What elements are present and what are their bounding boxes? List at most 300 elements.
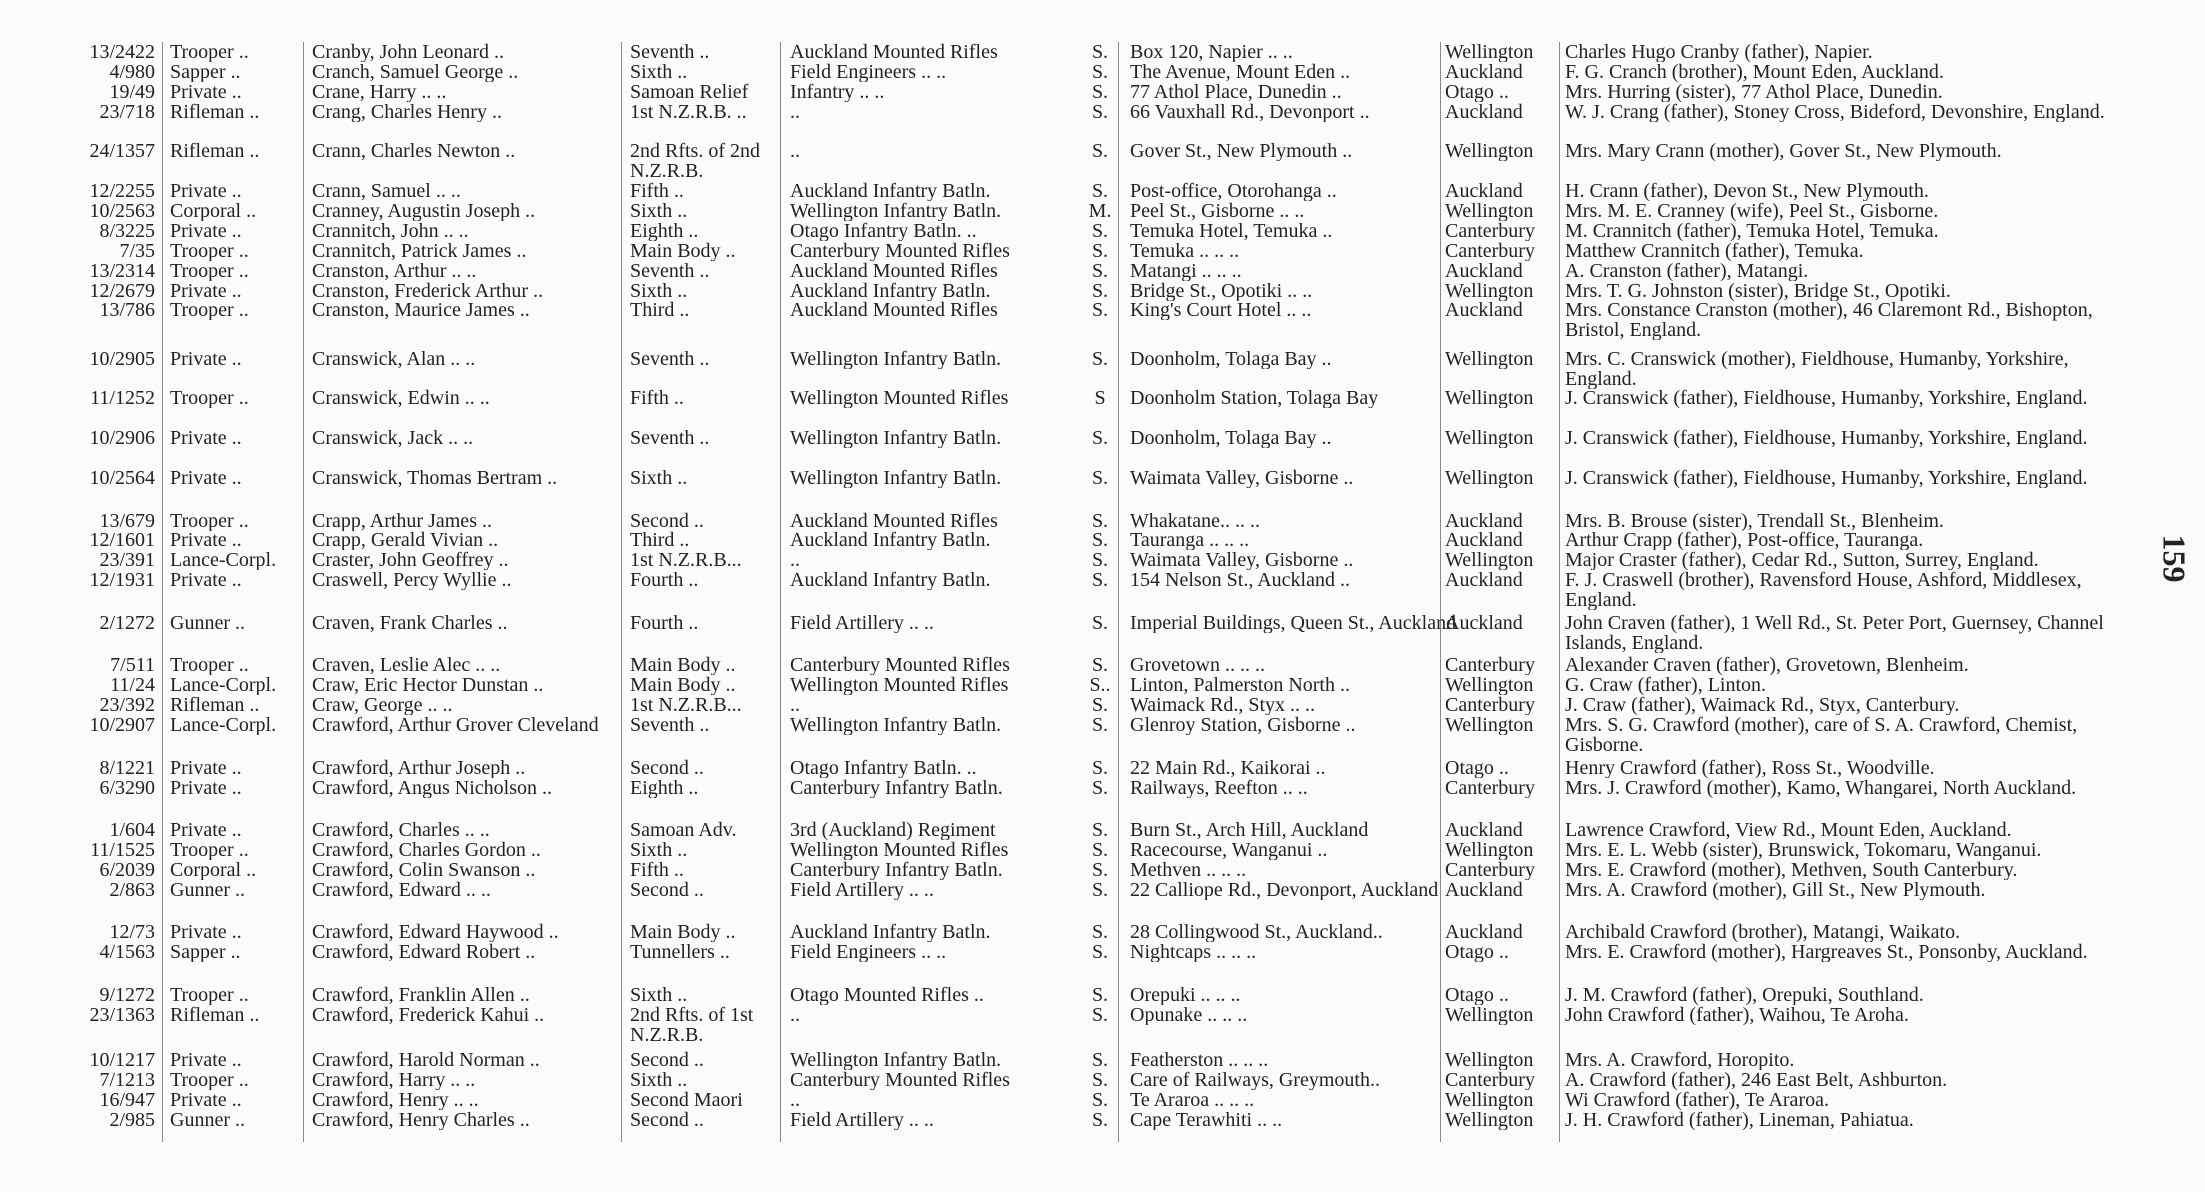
district-cell: Canterbury: [1445, 777, 1535, 798]
last-address-cell: 66 Vauxhall Rd., Devonport ..: [1130, 101, 1370, 122]
unit-cell: Wellington Infantry Batln.: [790, 1050, 1002, 1071]
soldier-name-cell: Crann, Charles Newton ..: [312, 141, 516, 162]
unit-cell: Canterbury Mounted Rifles: [790, 1070, 1010, 1091]
next-of-kin-cell: J. Cranswick (father), Fieldhouse, Humanby, Yorkshire, England.: [1565, 388, 2088, 409]
last-address-cell: Opunake .. .. ..: [1130, 1004, 1248, 1025]
unit-cell: 3rd (Auckland) Regiment: [790, 820, 996, 841]
marital-status-cell: S.: [1091, 280, 1109, 301]
last-address-cell: 22 Calliope Rd., Devonport, Auckland: [1130, 879, 1439, 900]
soldier-name-cell: Cranch, Samuel George ..: [312, 61, 519, 82]
district-cell: Wellington: [1445, 715, 1534, 736]
service-number-cell: 2/1272: [99, 612, 155, 633]
last-address-cell: Care of Railways, Greymouth..: [1130, 1070, 1380, 1091]
soldier-name-cell: Cranswick, Edwin .. ..: [312, 388, 490, 409]
soldier-name-cell: Crane, Harry .. ..: [312, 81, 447, 102]
next-of-kin-cell: Mrs. E. Crawford (mother), Hargreaves St., Ponsonby, Auckland.: [1565, 942, 2088, 963]
next-of-kin-cell: Major Craster (father), Cedar Rd., Sutton, Surrey, England.: [1565, 550, 2039, 571]
draft-cell: Third ..: [630, 530, 690, 551]
district-cell: Auckland: [1445, 510, 1523, 531]
unit-cell: Field Engineers .. ..: [790, 942, 947, 963]
rank-cell: Private ..: [170, 181, 242, 202]
marital-status-cell: S.: [1091, 240, 1109, 261]
rank-cell: Trooper ..: [170, 42, 249, 62]
marital-status-cell: S.: [1091, 777, 1109, 798]
next-of-kin-cell: J. Cranswick (father), Fieldhouse, Humanby, Yorkshire, England.: [1565, 428, 2088, 449]
district-cell: Canterbury: [1445, 655, 1535, 676]
draft-cell: Seventh ..: [630, 348, 710, 369]
rank-cell: Private ..: [170, 220, 242, 241]
soldier-name-cell: Crawford, Charles Gordon ..: [312, 840, 541, 861]
last-address-cell: Doonholm, Tolaga Bay ..: [1130, 428, 1332, 449]
unit-cell: Wellington Mounted Rifles: [790, 840, 1009, 861]
marital-status-cell: S.: [1091, 42, 1109, 62]
draft-cell: Eighth ..: [630, 220, 699, 241]
marital-status-cell: S.: [1091, 984, 1109, 1005]
soldier-name-cell: Craw, Eric Hector Dunstan ..: [312, 675, 544, 696]
next-of-kin-cell: J. Craw (father), Waimack Rd., Styx, Canterbury.: [1565, 695, 1960, 716]
soldier-name-cell: Craven, Leslie Alec .. ..: [312, 655, 501, 676]
draft-cell: Sixth ..: [630, 840, 688, 861]
rank-cell: Rifleman ..: [170, 101, 260, 122]
rank-cell: Private ..: [170, 81, 242, 102]
rank-cell: Private ..: [170, 1050, 242, 1071]
rank-cell: Private ..: [170, 922, 242, 943]
service-number-cell: 13/786: [99, 300, 155, 321]
soldier-name-cell: Crannitch, John .. ..: [312, 220, 469, 241]
service-number-cell: 12/2679: [89, 280, 155, 301]
draft-cell: 1st N.Z.R.B. ..: [630, 101, 747, 122]
rank-cell: Private ..: [170, 757, 242, 778]
soldier-name-cell: Cranston, Maurice James ..: [312, 300, 530, 321]
next-of-kin-cell: Mrs. S. G. Crawford (mother), care of S. A. Crawford, Chemist, Gisborne.: [1565, 715, 2078, 756]
nominal-roll-table: [40, 42, 2130, 1142]
marital-status-cell: S.: [1091, 141, 1109, 162]
unit-cell: Auckland Infantry Batln.: [790, 922, 991, 943]
unit-cell: ..: [790, 101, 800, 122]
draft-cell: Seventh ..: [630, 260, 710, 281]
service-number-cell: 13/2314: [89, 260, 155, 281]
unit-cell: Canterbury Mounted Rifles: [790, 655, 1010, 676]
soldier-name-cell: Crawford, Edward .. ..: [312, 879, 491, 900]
draft-cell: 1st N.Z.R.B...: [630, 695, 742, 716]
last-address-cell: Featherston .. .. ..: [1130, 1050, 1269, 1071]
soldier-name-cell: Craw, George .. ..: [312, 695, 453, 716]
marital-status-cell: S.: [1091, 922, 1109, 943]
draft-cell: Third ..: [630, 300, 690, 321]
rank-cell: Gunner ..: [170, 612, 245, 633]
next-of-kin-cell: W. J. Crang (father), Stoney Cross, Bideford, Devonshire, England.: [1565, 101, 2105, 122]
marital-status-cell: S.: [1091, 612, 1109, 633]
next-of-kin-cell: Mrs. M. E. Cranney (wife), Peel St., Gisborne.: [1565, 201, 1939, 222]
rank-cell: Trooper ..: [170, 655, 249, 676]
draft-cell: Main Body ..: [630, 655, 736, 676]
district-cell: Auckland: [1445, 181, 1523, 202]
next-of-kin-cell: Wi Crawford (father), Te Araroa.: [1565, 1089, 1829, 1110]
last-address-cell: 154 Nelson St., Auckland ..: [1130, 570, 1350, 591]
rank-cell: Rifleman ..: [170, 141, 260, 162]
draft-cell: Second ..: [630, 1050, 704, 1071]
service-number-cell: 23/718: [99, 101, 155, 122]
draft-cell: Second ..: [630, 1109, 704, 1130]
marital-status-cell: M.: [1088, 201, 1112, 222]
marital-status-cell: S.: [1091, 942, 1109, 963]
service-number-cell: 10/2907: [89, 715, 155, 736]
next-of-kin-cell: Mrs. C. Cranswick (mother), Fieldhouse, Humanby, Yorkshire, England.: [1565, 348, 2069, 389]
rank-cell: Private ..: [170, 1089, 242, 1110]
marital-status-cell: S.: [1091, 1070, 1109, 1091]
marital-status-cell: S.: [1091, 879, 1109, 900]
last-address-cell: Post-office, Otorohanga ..: [1130, 181, 1337, 202]
district-cell: Wellington: [1445, 348, 1534, 369]
next-of-kin-cell: Mrs. Constance Cranston (mother), 46 Claremont Rd., Bishopton, Bristol, England.: [1565, 300, 2093, 341]
unit-cell: Auckland Infantry Batln.: [790, 530, 991, 551]
unit-cell: Field Artillery .. ..: [790, 1109, 934, 1130]
district-cell: Wellington: [1445, 840, 1534, 861]
soldier-name-cell: Crapp, Arthur James ..: [312, 510, 492, 531]
unit-cell: Otago Mounted Rifles ..: [790, 984, 984, 1005]
marital-status-cell: S: [1094, 388, 1106, 409]
service-number-cell: 12/1601: [89, 530, 155, 551]
last-address-cell: Cape Terawhiti .. ..: [1130, 1109, 1283, 1130]
soldier-name-cell: Cranston, Arthur .. ..: [312, 260, 477, 281]
draft-cell: Fourth ..: [630, 612, 699, 633]
unit-cell: Auckland Mounted Rifles: [790, 260, 998, 281]
district-cell: Otago ..: [1445, 984, 1509, 1005]
district-cell: Wellington: [1445, 141, 1534, 162]
unit-cell: Field Artillery .. ..: [790, 879, 934, 900]
soldier-name-cell: Cranby, John Leonard ..: [312, 42, 504, 62]
rank-cell: Private ..: [170, 348, 242, 369]
marital-status-cell: S.: [1091, 510, 1109, 531]
next-of-kin-cell: Mrs. Hurring (sister), 77 Athol Place, Dunedin.: [1565, 81, 1943, 102]
district-cell: Wellington: [1445, 428, 1534, 449]
service-number-cell: 12/73: [109, 922, 155, 943]
next-of-kin-cell: Mrs. E. Crawford (mother), Methven, South Canterbury.: [1565, 859, 2018, 880]
rank-cell: Private ..: [170, 530, 242, 551]
unit-cell: ..: [790, 1004, 800, 1025]
next-of-kin-cell: Lawrence Crawford, View Rd., Mount Eden, Auckland.: [1565, 820, 2012, 841]
rank-cell: Trooper ..: [170, 260, 249, 281]
service-number-cell: 11/24: [110, 675, 155, 696]
service-number-cell: 8/3225: [99, 220, 155, 241]
page-number: 159: [2156, 534, 2193, 583]
next-of-kin-cell: J. M. Crawford (father), Orepuki, Southland.: [1565, 984, 1924, 1005]
service-number-cell: 6/3290: [99, 777, 155, 798]
next-of-kin-cell: J. Cranswick (father), Fieldhouse, Humanby, Yorkshire, England.: [1565, 468, 2088, 488]
draft-cell: Fourth ..: [630, 570, 699, 591]
next-of-kin-cell: Mrs. A. Crawford, Horopito.: [1565, 1050, 1795, 1071]
district-cell: Auckland: [1445, 61, 1523, 82]
soldier-name-cell: Crawford, Angus Nicholson ..: [312, 777, 552, 798]
unit-cell: Field Artillery .. ..: [790, 612, 934, 633]
marital-status-cell: S.: [1091, 181, 1109, 202]
next-of-kin-cell: Mrs. B. Brouse (sister), Trendall St., Blenheim.: [1565, 510, 1944, 531]
marital-status-cell: S.: [1091, 757, 1109, 778]
district-cell: Wellington: [1445, 1089, 1534, 1110]
unit-cell: Wellington Mounted Rifles: [790, 675, 1009, 696]
marital-status-cell: S.: [1091, 715, 1109, 736]
district-cell: Wellington: [1445, 1109, 1534, 1130]
district-cell: Canterbury: [1445, 859, 1535, 880]
district-cell: Auckland: [1445, 300, 1523, 321]
unit-cell: Auckland Mounted Rifles: [790, 42, 998, 62]
last-address-cell: Tauranga .. .. ..: [1130, 530, 1250, 551]
marital-status-cell: S.: [1091, 840, 1109, 861]
unit-cell: Canterbury Infantry Batln.: [790, 777, 1003, 798]
last-address-cell: Temuka Hotel, Temuka ..: [1130, 220, 1333, 241]
rank-cell: Sapper ..: [170, 942, 241, 963]
rank-cell: Trooper ..: [170, 388, 249, 409]
service-number-cell: 6/2039: [99, 859, 155, 880]
service-number-cell: 12/2255: [89, 181, 155, 202]
rank-cell: Lance-Corpl.: [170, 715, 277, 736]
district-cell: Canterbury: [1445, 1070, 1535, 1091]
rank-cell: Corporal ..: [170, 201, 257, 222]
unit-cell: Wellington Infantry Batln.: [790, 348, 1002, 369]
marital-status-cell: S.: [1091, 859, 1109, 880]
soldier-name-cell: Crawford, Franklin Allen ..: [312, 984, 530, 1005]
draft-cell: Fifth ..: [630, 181, 684, 202]
service-number-cell: 16/947: [99, 1089, 155, 1110]
rank-cell: Private ..: [170, 468, 242, 488]
soldier-name-cell: Crann, Samuel .. ..: [312, 181, 461, 202]
service-number-cell: 1/604: [109, 820, 155, 841]
rank-cell: Rifleman ..: [170, 695, 260, 716]
service-number-cell: 2/985: [109, 1109, 155, 1130]
district-cell: Canterbury: [1445, 240, 1535, 261]
unit-cell: Wellington Mounted Rifles: [790, 388, 1009, 409]
service-number-cell: 4/980: [109, 61, 155, 82]
soldier-name-cell: Cranney, Augustin Joseph ..: [312, 201, 536, 222]
draft-cell: Seventh ..: [630, 428, 710, 449]
draft-cell: Main Body ..: [630, 240, 736, 261]
next-of-kin-cell: Matthew Crannitch (father), Temuka.: [1565, 240, 1864, 261]
service-number-cell: 4/1563: [99, 942, 155, 963]
last-address-cell: Glenroy Station, Gisborne ..: [1130, 715, 1356, 736]
next-of-kin-cell: M. Crannitch (father), Temuka Hotel, Temuka.: [1565, 220, 1939, 241]
last-address-cell: Nightcaps .. .. ..: [1130, 942, 1257, 963]
district-cell: Auckland: [1445, 879, 1523, 900]
marital-status-cell: S..: [1089, 675, 1111, 696]
soldier-name-cell: Crawford, Frederick Kahui ..: [312, 1004, 545, 1025]
service-number-cell: 10/2905: [89, 348, 155, 369]
draft-cell: Main Body ..: [630, 922, 736, 943]
marital-status-cell: S.: [1091, 101, 1109, 122]
unit-cell: Otago Infantry Batln. ..: [790, 220, 977, 241]
unit-cell: Auckland Mounted Rifles: [790, 510, 998, 531]
last-address-cell: Railways, Reefton .. ..: [1130, 777, 1308, 798]
rank-cell: Lance-Corpl.: [170, 550, 277, 571]
marital-status-cell: S.: [1091, 428, 1109, 449]
last-address-cell: 77 Athol Place, Dunedin ..: [1130, 81, 1342, 102]
soldier-name-cell: Crawford, Harry .. ..: [312, 1070, 476, 1091]
next-of-kin-cell: F. G. Cranch (brother), Mount Eden, Auckland.: [1565, 61, 1944, 82]
last-address-cell: The Avenue, Mount Eden ..: [1130, 61, 1351, 82]
next-of-kin-cell: Mrs. T. G. Johnston (sister), Bridge St., Opotiki.: [1565, 280, 1951, 301]
marital-status-cell: S.: [1091, 530, 1109, 551]
draft-cell: Fifth ..: [630, 388, 684, 409]
soldier-name-cell: Cranswick, Jack .. ..: [312, 428, 474, 449]
unit-cell: Infantry .. ..: [790, 81, 885, 102]
last-address-cell: 28 Collingwood St., Auckland..: [1130, 922, 1383, 943]
service-number-cell: 10/2564: [89, 468, 155, 488]
last-address-cell: 22 Main Rd., Kaikorai ..: [1130, 757, 1326, 778]
district-cell: Wellington: [1445, 42, 1534, 62]
draft-cell: Sixth ..: [630, 201, 688, 222]
draft-cell: Samoan Relief: [630, 81, 749, 102]
draft-cell: Second ..: [630, 879, 704, 900]
next-of-kin-cell: Mrs. A. Crawford (mother), Gill St., New Plymouth.: [1565, 879, 1986, 900]
rank-cell: Private ..: [170, 820, 242, 841]
rank-cell: Trooper ..: [170, 300, 249, 321]
service-number-cell: 7/511: [110, 655, 155, 676]
next-of-kin-cell: H. Crann (father), Devon St., New Plymouth.: [1565, 181, 1929, 202]
last-address-cell: King's Court Hotel .. ..: [1130, 300, 1312, 321]
marital-status-cell: S.: [1091, 655, 1109, 676]
district-cell: Wellington: [1445, 1050, 1534, 1071]
district-cell: Auckland: [1445, 612, 1523, 633]
last-address-cell: Matangi .. .. ..: [1130, 260, 1242, 281]
service-number-cell: 8/1221: [99, 757, 155, 778]
marital-status-cell: S.: [1091, 300, 1109, 321]
next-of-kin-cell: A. Cranston (father), Matangi.: [1565, 260, 1809, 281]
service-number-cell: 10/2563: [89, 201, 155, 222]
next-of-kin-cell: Mrs. Mary Crann (mother), Gover St., New Plymouth.: [1565, 141, 2002, 162]
last-address-cell: Doonholm Station, Tolaga Bay: [1130, 388, 1379, 409]
last-address-cell: Waimata Valley, Gisborne ..: [1130, 468, 1354, 488]
last-address-cell: Peel St., Gisborne .. ..: [1130, 201, 1305, 222]
draft-cell: Eighth ..: [630, 777, 699, 798]
service-number-cell: 19/49: [109, 81, 155, 102]
last-address-cell: Grovetown .. .. ..: [1130, 655, 1265, 676]
marital-status-cell: S.: [1091, 820, 1109, 841]
service-number-cell: 13/679: [99, 510, 155, 531]
marital-status-cell: S.: [1091, 260, 1109, 281]
draft-cell: Second ..: [630, 757, 704, 778]
draft-cell: Samoan Adv.: [630, 820, 737, 841]
rank-cell: Private ..: [170, 280, 242, 301]
unit-cell: Wellington Infantry Batln.: [790, 428, 1002, 449]
last-address-cell: Whakatane.. .. ..: [1130, 510, 1260, 531]
last-address-cell: Orepuki .. .. ..: [1130, 984, 1241, 1005]
draft-cell: Second Maori: [630, 1089, 743, 1110]
rank-cell: Trooper ..: [170, 1070, 249, 1091]
rank-cell: Trooper ..: [170, 510, 249, 531]
soldier-name-cell: Cranston, Frederick Arthur ..: [312, 280, 544, 301]
district-cell: Otago ..: [1445, 942, 1509, 963]
rank-cell: Private ..: [170, 428, 242, 449]
draft-cell: 1st N.Z.R.B...: [630, 550, 742, 571]
soldier-name-cell: Crawford, Harold Norman ..: [312, 1050, 540, 1071]
rank-cell: Trooper ..: [170, 240, 249, 261]
draft-cell: Fifth ..: [630, 859, 684, 880]
next-of-kin-cell: G. Craw (father), Linton.: [1565, 675, 1767, 696]
last-address-cell: Methven .. .. ..: [1130, 859, 1247, 880]
next-of-kin-cell: Mrs. J. Crawford (mother), Kamo, Whangarei, North Auckland.: [1565, 777, 2077, 798]
last-address-cell: Te Araroa .. .. ..: [1130, 1089, 1255, 1110]
marital-status-cell: S.: [1091, 220, 1109, 241]
unit-cell: ..: [790, 1089, 800, 1110]
service-number-cell: 11/1525: [90, 840, 155, 861]
last-address-cell: Box 120, Napier .. ..: [1130, 42, 1293, 62]
service-number-cell: 2/863: [109, 879, 155, 900]
rank-cell: Rifleman ..: [170, 1004, 260, 1025]
service-number-cell: 23/392: [99, 695, 155, 716]
next-of-kin-cell: Archibald Crawford (brother), Matangi, Waikato.: [1565, 922, 1961, 943]
soldier-name-cell: Craster, John Geoffrey ..: [312, 550, 509, 571]
soldier-name-cell: Crawford, Henry Charles ..: [312, 1109, 530, 1130]
rank-cell: Sapper ..: [170, 61, 241, 82]
district-cell: Auckland: [1445, 922, 1523, 943]
unit-cell: ..: [790, 141, 800, 162]
soldier-name-cell: Crawford, Arthur Joseph ..: [312, 757, 526, 778]
marital-status-cell: S.: [1091, 1004, 1109, 1025]
service-number-cell: 13/2422: [89, 42, 155, 62]
soldier-name-cell: Crawford, Henry .. ..: [312, 1089, 479, 1110]
rank-cell: Lance-Corpl.: [170, 675, 277, 696]
draft-cell: Tunnellers ..: [630, 942, 730, 963]
rank-cell: Gunner ..: [170, 1109, 245, 1130]
rank-cell: Private ..: [170, 777, 242, 798]
marital-status-cell: S.: [1091, 1109, 1109, 1130]
unit-cell: Auckland Mounted Rifles: [790, 300, 998, 321]
next-of-kin-cell: F. J. Craswell (brother), Ravensford House, Ashford, Middlesex, England.: [1565, 570, 2082, 611]
soldier-name-cell: Crannitch, Patrick James ..: [312, 240, 527, 261]
unit-cell: Auckland Infantry Batln.: [790, 570, 991, 591]
draft-cell: Sixth ..: [630, 61, 688, 82]
soldier-name-cell: Cranswick, Alan .. ..: [312, 348, 476, 369]
district-cell: Auckland: [1445, 101, 1523, 122]
unit-cell: Wellington Infantry Batln.: [790, 468, 1002, 488]
last-address-cell: Linton, Palmerston North ..: [1130, 675, 1350, 696]
draft-cell: Sixth ..: [630, 1070, 688, 1091]
soldier-name-cell: Crapp, Gerald Vivian ..: [312, 530, 499, 551]
district-cell: Wellington: [1445, 201, 1534, 222]
service-number-cell: 23/1363: [89, 1004, 155, 1025]
marital-status-cell: S.: [1091, 468, 1109, 488]
last-address-cell: Gover St., New Plymouth ..: [1130, 141, 1353, 162]
last-address-cell: Bridge St., Opotiki .. ..: [1130, 280, 1313, 301]
unit-cell: Auckland Infantry Batln.: [790, 280, 991, 301]
draft-cell: Sixth ..: [630, 280, 688, 301]
soldier-name-cell: Cranswick, Thomas Bertram ..: [312, 468, 558, 488]
marital-status-cell: S.: [1091, 348, 1109, 369]
district-cell: Auckland: [1445, 260, 1523, 281]
service-number-cell: 10/1217: [89, 1050, 155, 1071]
district-cell: Wellington: [1445, 1004, 1534, 1025]
marital-status-cell: S.: [1091, 61, 1109, 82]
soldier-name-cell: Crawford, Edward Haywood ..: [312, 922, 559, 943]
last-address-cell: Racecourse, Wanganui ..: [1130, 840, 1328, 861]
district-cell: Wellington: [1445, 675, 1534, 696]
district-cell: Wellington: [1445, 468, 1534, 488]
service-number-cell: 7/35: [119, 240, 155, 261]
district-cell: Auckland: [1445, 530, 1523, 551]
rank-cell: Gunner ..: [170, 879, 245, 900]
service-number-cell: 11/1252: [90, 388, 155, 409]
last-address-cell: Waimack Rd., Styx .. ..: [1130, 695, 1316, 716]
next-of-kin-cell: Arthur Crapp (father), Post-office, Tauranga.: [1565, 530, 1924, 551]
soldier-name-cell: Crang, Charles Henry ..: [312, 101, 502, 122]
marital-status-cell: S.: [1091, 695, 1109, 716]
marital-status-cell: S.: [1091, 550, 1109, 571]
rank-cell: Private ..: [170, 570, 242, 591]
draft-cell: Sixth ..: [630, 984, 688, 1005]
rank-cell: Trooper ..: [170, 840, 249, 861]
district-cell: Wellington: [1445, 388, 1534, 409]
next-of-kin-cell: Alexander Craven (father), Grovetown, Blenheim.: [1565, 655, 1969, 676]
service-number-cell: 10/2906: [89, 428, 155, 449]
